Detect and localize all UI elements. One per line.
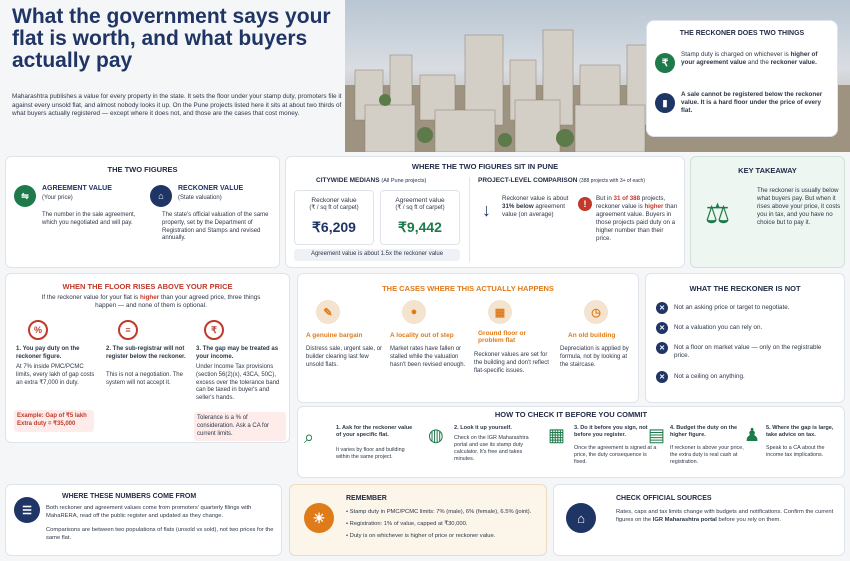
agreement-title: AGREEMENT VALUE	[42, 185, 112, 192]
globe-icon: ◍	[428, 425, 444, 445]
agreement-desc: The number in the sale agreement, which you negotiated and will pay.	[42, 212, 136, 226]
government-building-icon: ⌂	[566, 503, 596, 533]
rk-unit: (₹ / sq ft of carpet)	[309, 205, 359, 212]
step-5-title: 5. Where the gap is large, take advice on tax.	[766, 425, 834, 439]
agreement-median-box	[380, 190, 460, 245]
step-3-title: 3. Do it before you sign, not before you register.	[574, 425, 648, 439]
sources-card	[5, 484, 282, 556]
higher-text: But in 31 of 388 projects, reckoner value is higher than agreement value. Buyers in those projects paid duty on a higher number than their price.	[596, 195, 678, 243]
case-1-title: A genuine bargain	[306, 332, 363, 339]
remember-item-3: • Duty is on whichever is higher of price or reckoner value.	[346, 533, 496, 539]
case-4-title: An old building	[568, 332, 616, 339]
case-3-title: Ground floor or problem flat	[478, 330, 527, 344]
not-item-3: Not a floor on market value — only on the registrable price.	[674, 344, 822, 360]
ag-value: ₹9,442	[398, 219, 442, 236]
ag-label: Agreement value	[395, 197, 445, 204]
lightbulb-icon: ☀	[304, 503, 334, 533]
step-2-text: Check on the IGR Maharashtra portal and use its stamp duty calculator. It's free and takes minutes.	[454, 435, 529, 463]
percent-icon: %	[28, 320, 48, 340]
scales-icon: ⚖	[705, 198, 731, 229]
reckoner-median-box	[294, 190, 374, 245]
building-icon: ▮	[655, 93, 675, 113]
document-icon: ≡	[118, 320, 138, 340]
arrow-down-icon: ↓	[482, 200, 491, 220]
agreement-sub: (Your price)	[42, 195, 73, 201]
floor-c3-text: Under Income Tax provisions (section 56(2)(x), 43CA, 50C), excess over the tolerance band can be taxed in buyer's and seller's hands.	[196, 364, 280, 402]
hero-callout	[646, 20, 838, 137]
cases-card	[297, 273, 639, 403]
floor-c2-title: 2. The sub-registrar will not register below the reckoner.	[106, 346, 186, 360]
check-card	[297, 406, 845, 478]
not-title: WHAT THE RECKONER IS NOT	[689, 284, 801, 293]
pune-card	[285, 156, 685, 268]
x-circle-icon: ✕	[656, 302, 668, 314]
hero-item-1: Stamp duty is charged on whichever is higher of your agreement value and the reckoner value.	[681, 51, 818, 67]
price-tag-icon: ✎	[316, 300, 340, 324]
case-4-text: Depreciation is applied by formula, not by looking at the staircase.	[560, 346, 629, 368]
magnifier-icon: ⌕	[304, 427, 315, 447]
floor-intro: If the reckoner value for your flat is higher than your agreed price, three things happen — and none of them is optional.	[41, 294, 261, 310]
clock-icon: ◷	[584, 300, 608, 324]
case-2-title: A locality out of step	[390, 332, 454, 339]
floor-title: WHEN THE FLOOR RISES ABOVE YOUR PRICE	[62, 282, 233, 291]
rk-label: Reckoner value	[311, 197, 357, 204]
project-title: PROJECT-LEVEL COMPARISON (388 projects with 3+ of each)	[478, 177, 645, 184]
not-card	[645, 273, 845, 403]
takeaway-text: The reckoner is usually below what buyers pay. But when it rises above your price, it costs you in tax, and you have no choice but to pay it.	[757, 187, 841, 227]
takeaway-title: KEY TAKEAWAY	[738, 166, 797, 175]
reckoner-desc: The state's official valuation of the same property, set by the Department of Registration and Stamps and revised annually.	[162, 212, 269, 242]
floor-c3-title: 3. The gap may be treated as your income.	[196, 346, 279, 360]
check-title: HOW TO CHECK IT BEFORE YOU COMMIT	[494, 410, 648, 419]
step-1-title: 1. Ask for the reckoner value of your specific flat.	[336, 425, 413, 439]
floor-card	[5, 273, 290, 443]
case-1-text: Distress sale, urgent sale, or builder clearing last few unsold flats.	[306, 346, 383, 368]
building-floor-icon: ▦	[488, 300, 512, 324]
reckoner-title: RECKONER VALUE	[178, 185, 244, 192]
two-figures-card	[5, 156, 280, 268]
reckoner-sub: (State valuation)	[178, 195, 222, 201]
step-2-title: 2. Look it up yourself.	[454, 425, 512, 431]
remember-title: REMEMBER	[346, 495, 387, 502]
sources-title: WHERE THESE NUMBERS COME FROM	[62, 493, 197, 500]
not-item-4: Not a ceiling on anything.	[674, 373, 745, 380]
calendar-icon: ▦	[548, 425, 566, 445]
case-3-text: Reckoner values are set for the building and don't reflect flat-specific issues.	[474, 352, 549, 374]
pune-title: WHERE THE TWO FIGURES SIT IN PUNE	[411, 162, 559, 171]
step-4-text: If reckoner is above your price, the extra duty is real cash at registration.	[670, 445, 744, 466]
sources-p1: Both reckoner and agreement values come from promoters' quarterly filings with MahaRERA, read off the public register and updated as they change.	[46, 505, 252, 519]
step-5-text: Speak to a CA about the income tax implications.	[766, 445, 825, 459]
floor-c1-text: At 7% inside PMC/PCMC limits, every lakh of gap costs an extra ₹7,000 in duty.	[16, 364, 95, 386]
remember-card	[289, 484, 547, 556]
x-circle-icon: ✕	[656, 342, 668, 354]
intro-text: Maharashtra publishes a value for every property in the state. It sets the floor under your stamp duty, promoters file it against every unsold flat, and almost nobody looks it up. On the Pune projects listed here it sits at about two thirds of what buyers actually registered — except where it does not, and those are the cases that cost money.	[12, 93, 342, 118]
government-building-icon: ⌂	[150, 185, 172, 207]
person-advice-icon: ♟	[744, 425, 761, 445]
step-3-text: Once the agreement is signed at a price, the duty consequence is fixed.	[574, 445, 657, 466]
rupee-shield-icon: ₹	[655, 53, 675, 73]
official-text: Rates, caps and tax limits change with budgets and notifications. Confirm the current figures on the IGR Maharashtra portal before you rely on them.	[616, 509, 834, 523]
ag-unit: (₹ / sq ft of carpet)	[395, 205, 445, 212]
remember-item-2: • Registration: 1% of value, capped at ₹30,000.	[346, 521, 468, 527]
below-text: Reckoner value is about 31% below agreement value (on average)	[502, 195, 569, 219]
location-pin-icon: ●	[402, 300, 426, 324]
hero-title: THE RECKONER DOES TWO THINGS	[679, 30, 805, 37]
ratio-note: Agreement value is about 1.5x the reckoner value	[294, 249, 460, 261]
takeaway-card	[690, 156, 845, 268]
official-title: CHECK OFFICIAL SOURCES	[616, 495, 712, 502]
page-title: What the government says your flat is worth, and what buyers actually pay	[12, 5, 331, 73]
floor-c1-example: Example: Gap of ₹5 lakh Extra duty = ₹35,000	[14, 410, 94, 432]
remember-item-1: • Stamp duty in PMC/PCMC limits: 7% (male), 6% (female), 6.5% (joint).	[346, 509, 532, 515]
handshake-icon: ⇋	[14, 185, 36, 207]
x-circle-icon: ✕	[656, 371, 668, 383]
cases-title: THE CASES WHERE THIS ACTUALLY HAPPENS	[382, 284, 554, 293]
sources-p2: Comparisons are between two populations of flats (unsold vs sold), not two prices for the same flat.	[46, 527, 274, 541]
clipboard-icon: ☰	[14, 497, 40, 523]
floor-c3-note: Tolerance is a % of consideration. Ask a CA for current limits.	[194, 412, 286, 441]
warning-icon: !	[578, 197, 592, 211]
official-card	[553, 484, 845, 556]
not-item-1: Not an asking price or target to negotiate.	[674, 304, 790, 311]
medians-title: CITYWIDE MEDIANS (All Pune projects)	[316, 177, 427, 184]
x-circle-icon: ✕	[656, 322, 668, 334]
floor-c2-text: This is not a negotiation. The system will not accept it.	[106, 372, 183, 386]
hero-item-2: A sale cannot be registered below the reckoner value. It is a hard floor under the price of every flat.	[681, 91, 823, 115]
rupee-coin-icon: ₹	[204, 320, 224, 340]
floor-c1-title: 1. You pay duty on the reckoner figure.	[16, 346, 80, 360]
two-figures-title: THE TWO FIGURES	[107, 165, 178, 174]
case-2-text: Market rates have fallen or stalled while the valuation hasn't been revised enough.	[390, 346, 466, 368]
rk-value: ₹6,209	[312, 219, 356, 236]
not-item-2: Not a valuation you can rely on.	[674, 324, 763, 331]
calculator-icon: ▤	[648, 425, 666, 445]
step-1-text: It varies by floor and building within the same project.	[336, 447, 405, 461]
step-4-title: 4. Budget the duty on the higher figure.	[670, 425, 738, 439]
